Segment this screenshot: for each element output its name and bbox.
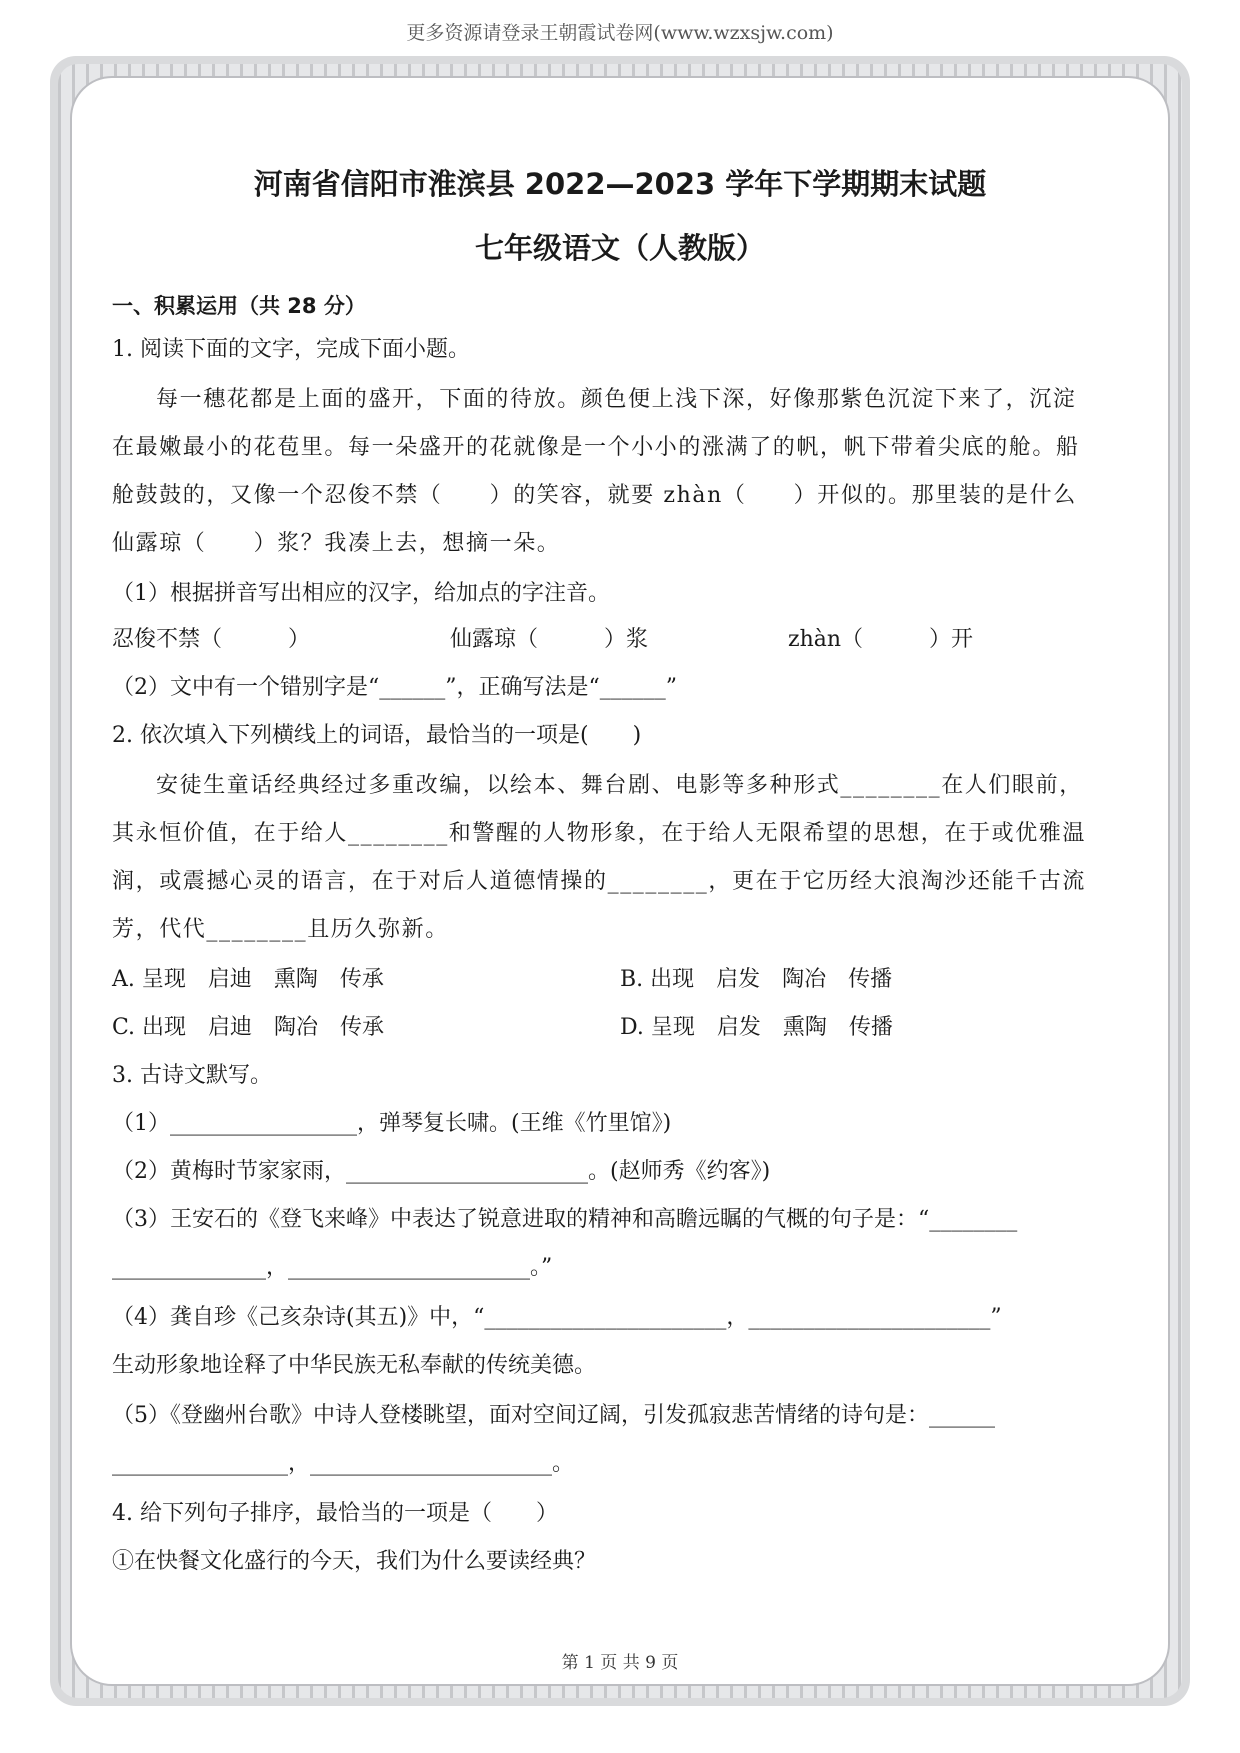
question-3-line: ______________，______________________。” <box>112 1255 553 1280</box>
question-1-text-line: 每一穗花都是上面的盛开，下面的待放。颜色便上浅下深，好像那紫色沉淀下来了，沉淀 <box>156 387 1077 412</box>
question-3-line: （5）《登幽州台歌》中诗人登楼眺望，面对空间辽阔，引发孤寂悲苦情绪的诗句是：______ <box>112 1403 995 1428</box>
question-3-line: （1）_________________，弹琴复长啸。(王维《竹里馆》) <box>112 1111 672 1136</box>
question-3-line: 生动形象地诠释了中华民族无私奉献的传统美德。 <box>112 1353 597 1378</box>
page-number: 第 1 页 共 9 页 <box>561 1653 679 1673</box>
blank-a: 忍俊不禁（ ） <box>112 627 311 652</box>
section-heading: 一、积累运用（共 28 分） <box>112 294 366 318</box>
question-1-stem: 1. 阅读下面的文字，完成下面小题。 <box>112 337 470 362</box>
question-1-sub-1: （1）根据拼音写出相应的汉字，给加点的字注音。 <box>112 581 610 606</box>
question-3-line: （4）龚自珍《己亥杂诗(其五)》中，“______________________，______________________” <box>112 1305 1002 1330</box>
question-3-stem: 3. 古诗文默写。 <box>112 1063 272 1088</box>
question-3-line: ________________，______________________。 <box>112 1451 575 1476</box>
option-d: D. 呈现 启发 熏陶 传播 <box>620 1015 893 1040</box>
question-1-text-line: 舱鼓鼓的，又像一个忍俊不禁（ ）的笑容，就要 zhàn（ ）开似的。那里装的是什么 <box>112 483 1077 508</box>
blank-c: zhàn（ ）开 <box>788 627 974 652</box>
question-1-text-line: 仙露琼（ ）浆？我凑上去，想摘一朵。 <box>112 531 561 556</box>
question-2-text-line: 芳，代代________且历久弥新。 <box>112 917 449 942</box>
question-2-text-line: 安徒生童话经典经过多重改编，以绘本、舞台剧、电影等多种形式________在人们眼前， <box>156 773 1083 798</box>
question-1-text-line: 在最嫩最小的花苞里。每一朵盛开的花就像是一个小小的涨满了的帆，帆下带着尖底的舱。船 <box>112 435 1080 460</box>
question-2-text-line: 其永恒价值，在于给人________和警醒的人物形象，在于给人无限希望的思想，在于或优雅温 <box>112 821 1087 846</box>
option-a: A. 呈现 启迪 熏陶 传承 <box>112 967 384 992</box>
blank-b: 仙露琼（ ）浆 <box>450 627 649 652</box>
question-2-stem: 2. 依次填入下列横线上的词语，最恰当的一项是( ) <box>112 723 642 748</box>
question-3-line: （3）王安石的《登飞来峰》中表达了锐意进取的精神和高瞻远瞩的气概的句子是：“________ <box>112 1207 1018 1232</box>
question-1-sub-2: （2）文中有一个错别字是“______”，正确写法是“______” <box>112 675 677 700</box>
site-header: 更多资源请登录王朝霞试卷网(www.wzxsjw.com) <box>406 22 834 44</box>
question-4-sentence: ①在快餐文化盛行的今天，我们为什么要读经典？ <box>112 1549 597 1574</box>
question-3-line: （2）黄梅时节家家雨，______________________。(赵师秀《约客》) <box>112 1159 771 1184</box>
question-2-text-line: 润，或震撼心灵的语言，在于对后人道德情操的________，更在于它历经大浪淘沙还能千古流 <box>112 869 1087 894</box>
exam-subtitle: 七年级语文（人教版） <box>474 231 765 265</box>
option-c: C. 出现 启迪 陶冶 传承 <box>112 1015 385 1040</box>
option-b: B. 出现 启发 陶冶 传播 <box>620 967 893 992</box>
question-4-stem: 4. 给下列句子排序，最恰当的一项是（ ） <box>112 1501 558 1526</box>
exam-title: 河南省信阳市淮滨县 2022—2023 学年下学期期末试题 <box>253 167 987 201</box>
